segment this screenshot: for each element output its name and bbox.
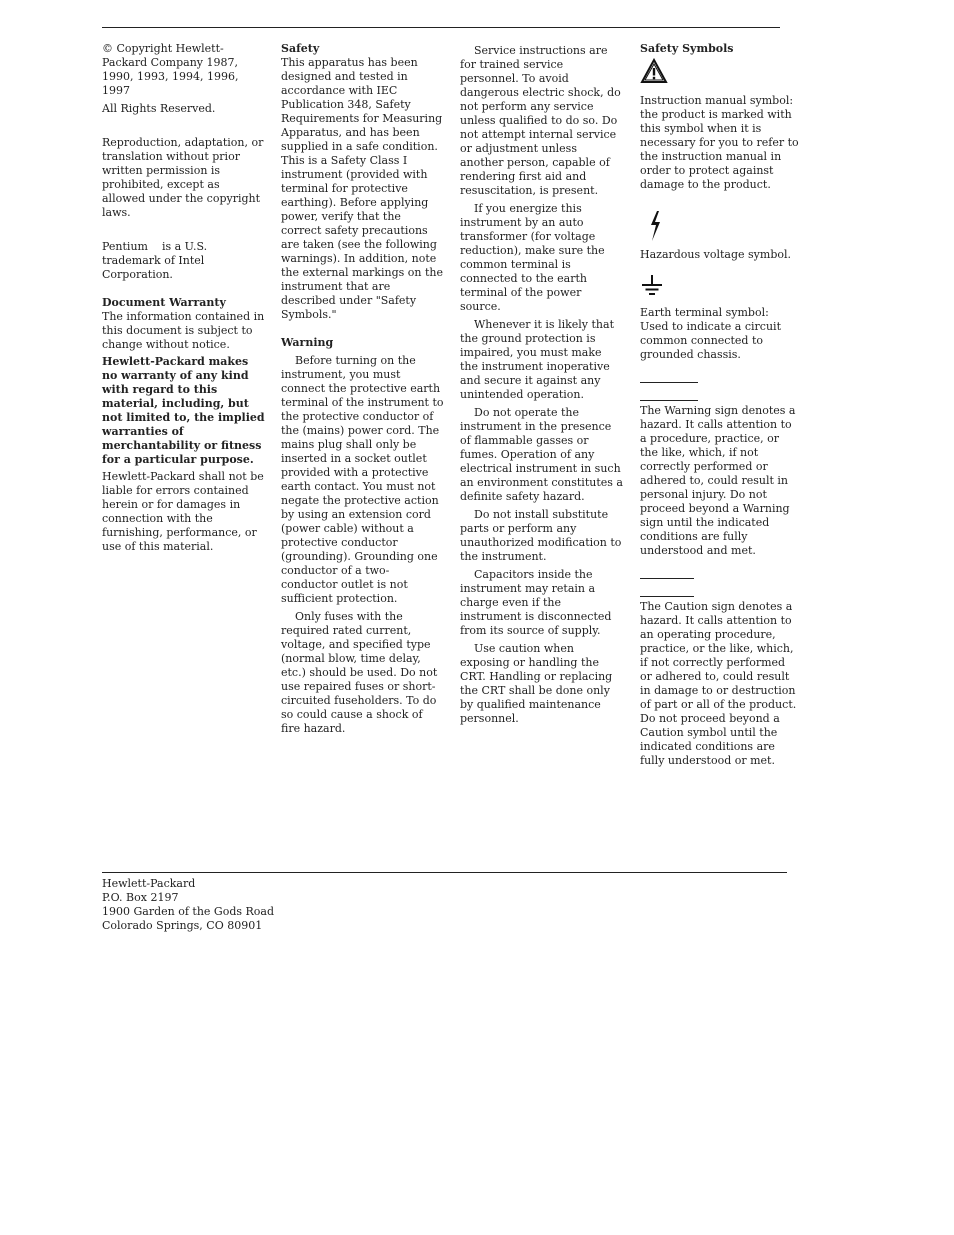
warranty-info: The information contained in this document is subject to change without notice.	[102, 310, 265, 351]
caution-sign-rule	[640, 578, 694, 579]
service-paragraph: Service instructions are for trained service personnel. To avoid dangerous electric shock, do not perform any service unless qualified to do so. Do not attempt internal service or adjustment unless another person, capable of rendering first aid and resuscitation, is present.	[460, 44, 621, 197]
trademark-text: is a U.S. trademark of Intel Corporation.	[102, 240, 208, 281]
caution-sign-rule	[640, 596, 694, 597]
earth-ground-icon	[640, 274, 800, 302]
service-paragraph: If you energize this instrument by an auto transformer (for voltage reduction), make sure the common terminal is connected to the earth terminal of the power source.	[460, 202, 605, 313]
service-paragraph: Do not install substitute parts or perform any unauthorized modification to the instrument.	[460, 508, 622, 563]
service-paragraph: Whenever it is likely that the ground protection is impaired, you must make the instrument inoperative and secure it against any unintended operation.	[460, 318, 614, 401]
service-paragraph: Use caution when exposing or handling the CRT. Handling or replacing the CRT shall be done only by qualified maintenance personnel.	[460, 642, 613, 725]
manual-symbol-text: Instruction manual symbol: the product is marked with this symbol when it is necessary for you to refer to the instruction manual in order to protect against damage to the product.	[640, 94, 799, 191]
caution-sign-text: The Caution sign denotes a hazard. It calls attention to an operating procedure, practice, or the like, which, if not correctly performed or adhered to, could result in damage to or destruction of part or all of the product. Do not proceed beyond a Caution symbol until the indicated conditions are fully understood or met.	[640, 600, 797, 767]
top-rule	[102, 27, 780, 28]
column-service	[460, 44, 623, 726]
trademark-name: Pentium	[102, 240, 148, 253]
copyright-line: © Copyright Hewlett-Packard Company 1987, 1990, 1993, 1994, 1996, 1997	[102, 42, 239, 97]
column-safety-symbols	[640, 42, 800, 768]
safety-text: This apparatus has been designed and tested in accordance with IEC Publication 348, Safety Requirements for Measuring Apparatus, and has been supplied in a safe condition. This is a Safety Class I instrument (provided with terminal for protective earthing). Before applying power, verify that the correct safety precautions are taken (see the following warnings). In addition, note the external markings on the instrument that are described under "Safety Symbols."	[281, 56, 443, 321]
trademark-notice	[102, 240, 265, 282]
warning-paragraph: Only fuses with the required rated current, voltage, and specified type (normal blow, time delay, etc.) should be used. Do not use repaired fuses or short-circuited fuseholders. To do so could cause a shock of fire hazard.	[281, 610, 438, 735]
service-paragraph: Do not operate the instrument in the presence of flammable gasses or fumes. Operation of any electrical instrument in such an environment constitutes a definite safety hazard.	[460, 406, 623, 503]
earth-terminal-text: Earth terminal symbol: Used to indicate a circuit common connected to grounded chassis.	[640, 306, 781, 361]
column-copyright	[102, 42, 265, 554]
warning-triangle-icon	[640, 58, 800, 88]
address-line: P.O. Box 2197	[102, 891, 179, 904]
footer-address	[102, 877, 274, 933]
address-line: Hewlett-Packard	[102, 877, 196, 890]
address-line: Colorado Springs, CO 80901	[102, 919, 263, 932]
warning-sign-text: The Warning sign denotes a hazard. It calls attention to a procedure, practice, or the like, which, if not correctly performed or adhered to, could result in personal injury. Do not proceed beyond a Warning sign until the indicated conditions are fully understood and met.	[640, 404, 796, 557]
warranty-disclaimer: Hewlett-Packard makes no warranty of any kind with regard to this material, including, but not limited to, the implied warranties of merchantability or fitness for a particular purpose.	[102, 355, 265, 466]
address-line: 1900 Garden of the Gods Road	[102, 905, 275, 918]
column-safety	[281, 42, 444, 736]
reproduction-notice: Reproduction, adaptation, or translation without prior written permission is prohibited, except as allowed under the copyright laws.	[102, 136, 264, 219]
service-paragraph: Capacitors inside the instrument may retain a charge even if the instrument is disconnected from its source of supply.	[460, 568, 612, 637]
footer-rule	[102, 872, 787, 873]
warning-paragraph: Before turning on the instrument, you must connect the protective earth terminal of the instrument to the protective conductor of the (mains) power cord. The mains plug shall only be inserted in a socket outlet provided with a protective earth contact. You must not negate the protective action by using an extension cord (power cable) without a protective conductor (grounding). Grounding one conductor of a two-conductor outlet is not sufficient protection.	[281, 354, 444, 605]
warning-sign-rule	[640, 400, 698, 401]
warning-sign-rule	[640, 382, 698, 383]
warranty-heading: Document Warranty	[102, 296, 226, 309]
safety-symbols-heading: Safety Symbols	[640, 42, 734, 55]
hazardous-voltage-icon	[648, 210, 800, 246]
safety-heading: Safety	[281, 42, 320, 55]
warning-heading: Warning	[281, 336, 334, 349]
warranty-liability: Hewlett-Packard shall not be liable for errors contained herein or for damages in connection with the furnishing, performance, or use of this material.	[102, 470, 264, 553]
rights-reserved: All Rights Reserved.	[102, 102, 216, 115]
hazardous-voltage-text: Hazardous voltage symbol.	[640, 248, 792, 261]
